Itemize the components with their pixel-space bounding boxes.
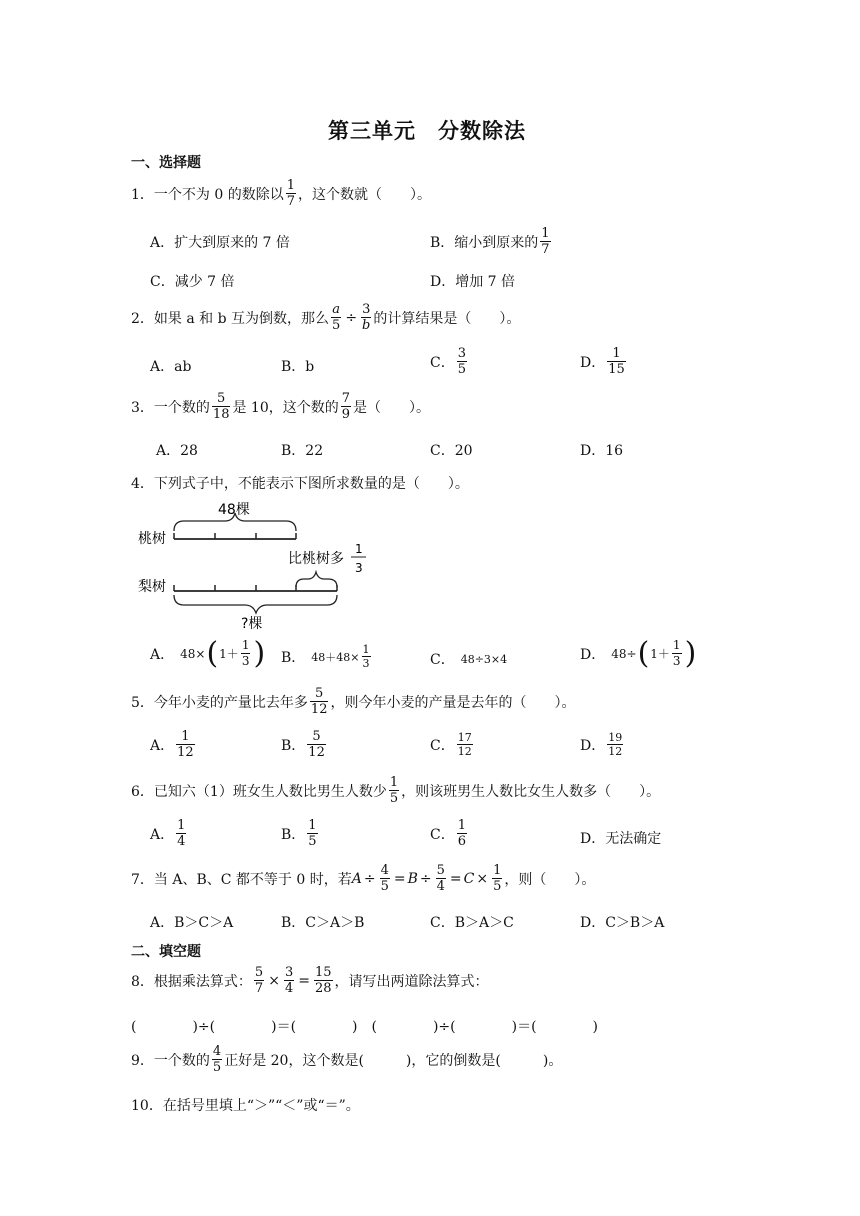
question-4: 4．下列式子中，不能表示下图所求数量的是（ ）。 [131,476,469,492]
q5-option-a[interactable]: A． $\frac{1}{12}$ [150,729,194,760]
question-6: 6．已知六（1）班女生人数比男生人数少 $\frac{1}{5}$ ，则该班男生人数比女生人数多（ ）。 [131,775,661,806]
q3-option-c[interactable]: C．20 [430,443,473,459]
question-9: 9．一个数的 $\frac{4}{5}$ 正好是 20，这个数是( )，它的倒数是( )。 [131,1044,563,1075]
bottom-count-label: ?棵 [241,616,263,632]
fraction: $\frac{1}{7}$ [286,178,295,209]
pear-label: 梨树 [138,579,166,595]
q4-option-d[interactable]: D． 48÷ ( 1＋ $\frac{1}{3}$ ) [580,635,697,671]
q8-answer-blanks[interactable]: ( )÷( )＝( ) ( )÷( )＝( ) [131,1019,599,1035]
q1-option-b[interactable]: B．缩小到原来的 $\frac{1}{7}$ [430,226,550,257]
q5-option-c[interactable]: C． $\frac{17}{12}$ [430,731,472,758]
peach-label: 桃树 [138,531,166,547]
q6-option-a[interactable]: A． $\frac{1}{4}$ [150,818,186,849]
q4-option-c[interactable]: C． 48÷3×4 [430,652,508,668]
q5-option-d[interactable]: D． $\frac{19}{12}$ [580,731,623,758]
line-segment-diagram [130,495,390,635]
section-heading-choice: 一、选择题 [131,155,201,171]
q6-option-d[interactable]: D．无法确定 [580,831,662,847]
q1-option-c[interactable]: C．减少 7 倍 [150,274,235,290]
question-3: 3．一个数的 $\frac{5}{18}$ 是 10，这个数的 $\frac{7}{9}$ 是（ ）。 [131,391,431,422]
question-5: 5．今年小麦的产量比去年多 $\frac{5}{12}$ ，则今年小麦的产量是去年的（ ）。 [131,686,576,717]
question-7: 7．当 A、B、C 都不等于 0 时，若 A ÷ $\frac{4}{5}$ = B ÷ $\frac{5}{4}$ = C × $\frac{1}{5}$ ，则（ ）。 [131,863,596,894]
q2-option-a[interactable]: A．ab [150,359,192,375]
q3-option-a[interactable]: A．28 [156,443,198,459]
question-1: 1．一个不为 0 的数除以 $\frac{1}{7}$ ，这个数就（ ）。 [131,178,431,209]
q3-option-b[interactable]: B．22 [281,443,324,459]
q5-option-b[interactable]: B． $\frac{5}{12}$ [281,729,325,760]
question-2: 2．如果 a 和 b 互为倒数，那么 $\frac{a}{5}$ ÷ $\frac{3}{b}$ 的计算结果是（ ）。 [131,302,521,333]
q2-option-d[interactable]: D． $\frac{1}{15}$ [580,346,625,377]
q6-option-c[interactable]: C． $\frac{1}{6}$ [430,818,466,849]
q7-option-a[interactable]: A．B＞C＞A [150,915,234,931]
q6-option-b[interactable]: B． $\frac{1}{5}$ [281,818,317,849]
q7-option-c[interactable]: C．B＞A＞C [430,915,514,931]
q2-option-b[interactable]: B．b [281,359,315,375]
q3-option-d[interactable]: D．16 [580,443,624,459]
q2-option-c[interactable]: C． $\frac{3}{5}$ [430,346,466,377]
extra-brace [296,572,337,587]
q7-option-b[interactable]: B．C＞A＞B [281,915,365,931]
question-8: 8．根据乘法算式： $\frac{5}{7}$ × $\frac{3}{4}$ = $\frac{15}{28}$ ，请写出两道除法算式： [131,965,489,996]
top-count-label: 48棵 [218,502,250,518]
svg-text:1: 1 [355,542,363,556]
q7-option-d[interactable]: D．C＞B＞A [580,915,665,931]
question-10: 10．在括号里填上“＞”“＜”或“＝”。 [131,1098,360,1114]
q1-option-d[interactable]: D．增加 7 倍 [430,274,516,290]
q4-option-b[interactable]: B． 48＋48× $\frac{1}{3}$ [281,643,370,670]
bottom-brace [174,595,337,613]
q1-option-a[interactable]: A．扩大到原来的 7 倍 [150,235,290,251]
svg-text:3: 3 [355,561,363,575]
page-title: 第三单元 分数除法 [328,118,526,143]
section-heading-fill: 二、填空题 [131,944,201,960]
more-than-label: 比桃树多 [288,551,344,567]
q4-option-a[interactable]: A． 48× ( 1＋ $\frac{1}{3}$ ) [150,635,266,671]
